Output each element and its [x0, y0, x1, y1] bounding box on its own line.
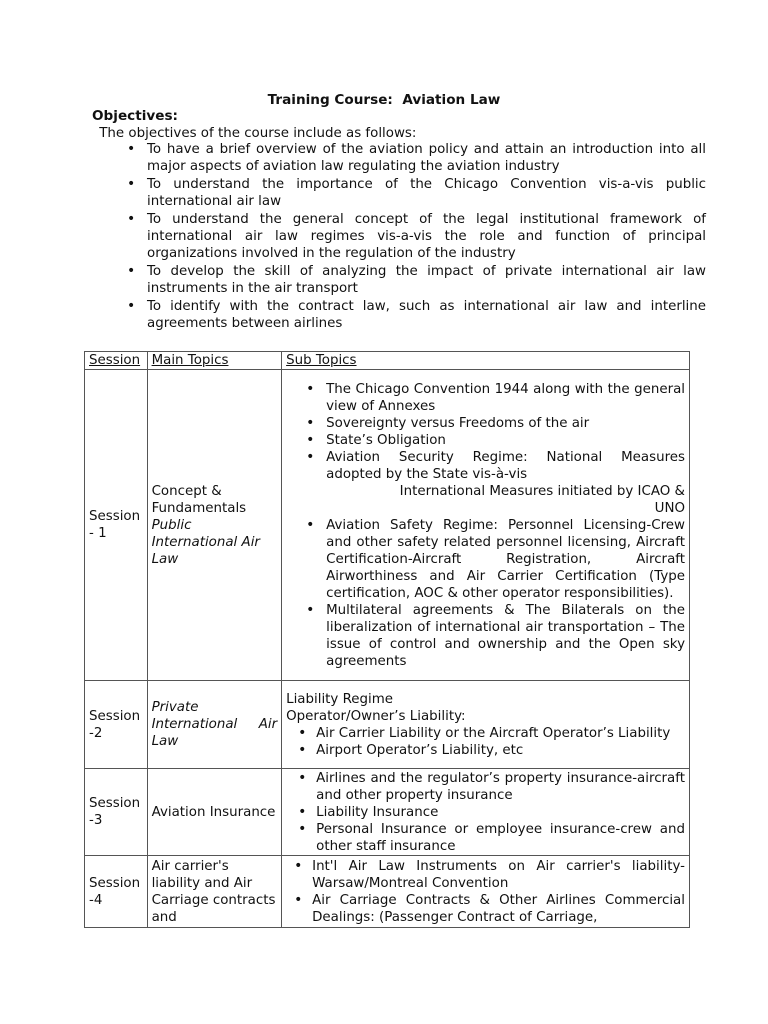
objectives-list — [118, 141, 706, 333]
table-row — [85, 856, 690, 928]
list-item: • Liability Insurance — [316, 804, 685, 821]
objective-item: • To understand the general concept of the legal institutional framework of international air law regimes vis-a-vis the role and function of principal organizations involved in the regulation of the industry — [147, 211, 706, 262]
header-session: Session — [85, 352, 148, 370]
list-item: • Aviation Security Regime: National Measures adopted by the State vis-à-vis International Measures initiated by ICAO & UNO — [326, 449, 685, 517]
session-cell: Session - 1 — [85, 370, 148, 681]
main-topic-cell: Air carrier's liability and Air Carriage contracts and — [147, 856, 282, 928]
objectives-heading: Objectives: — [92, 108, 178, 124]
header-sub-topics: Sub Topics — [282, 352, 690, 370]
sub-topics-cell — [282, 856, 690, 928]
sub-topics-list — [286, 858, 685, 926]
table-row — [85, 769, 690, 856]
list-item: • Sovereignty versus Freedoms of the air — [326, 415, 685, 432]
objective-item: • To understand the importance of the Chicago Convention vis-a-vis public international air law — [147, 176, 706, 210]
list-item: • Air Carrier Liability or the Aircraft Operator’s Liability — [316, 725, 685, 742]
list-item: • Multilateral agreements & The Bilaterals on the liberalization of international air transportation – The issue of control and ownership and the Open sky agreements — [326, 602, 685, 670]
header-main-topics: Main Topics — [147, 352, 282, 370]
main-topic-cell — [147, 370, 282, 681]
sub-topics-list — [286, 770, 685, 855]
main-topic-cell: Aviation Insurance — [147, 769, 282, 856]
list-item: • The Chicago Convention 1944 along with the general view of Annexes — [326, 381, 685, 415]
sub-topics-cell — [282, 681, 690, 769]
document-title: Training Course: Aviation Law — [267, 92, 501, 108]
main-topic-text: Concept & Fundamentals — [151, 483, 247, 516]
list-item: • Air Carriage Contracts & Other Airlines Commercial Dealings: (Passenger Contract of Carriage, — [312, 892, 685, 926]
list-item: • Personal Insurance or employee insurance-crew and other staff insurance — [316, 821, 685, 855]
sub-topics-list — [286, 381, 685, 670]
list-item: • Int'l Air Law Instruments on Air carrier's liability-Warsaw/Montreal Convention — [312, 858, 685, 892]
sub-topic-line: Operator/Owner’s Liability: — [286, 708, 466, 724]
main-topic-cell — [147, 681, 282, 769]
sub-topics-cell — [282, 370, 690, 681]
session-cell: Session -4 — [85, 856, 148, 928]
course-schedule-table — [84, 351, 690, 928]
security-continuation: International Measures initiated by ICAO & UNO — [399, 483, 685, 516]
session-cell: Session -2 — [85, 681, 148, 769]
session-cell: Session -3 — [85, 769, 148, 856]
objective-item: • To identify with the contract law, such as international air law and interline agreements between airlines — [147, 298, 706, 332]
sub-topic-line: Liability Regime — [286, 691, 394, 707]
objective-item: • To have a brief overview of the aviation policy and attain an introduction into all major aspects of aviation law regulating the aviation industry — [147, 141, 706, 175]
objective-item: • To develop the skill of analyzing the impact of private international air law instruments in the air transport — [147, 263, 706, 297]
main-topic-italic: Public International Air Law — [151, 517, 260, 567]
list-item: • State’s Obligation — [326, 432, 685, 449]
table-row — [85, 370, 690, 681]
list-item: • Airlines and the regulator’s property insurance-aircraft and other property insurance — [316, 770, 685, 804]
list-item: • Airport Operator’s Liability, etc — [316, 742, 685, 759]
sub-topics-cell — [282, 769, 690, 856]
sub-topics-list — [286, 725, 685, 759]
objectives-intro: The objectives of the course include as follows: — [95, 126, 417, 141]
table-header-row — [85, 352, 690, 370]
table-row — [85, 681, 690, 769]
main-topic-italic: Private International Air Law — [151, 700, 278, 749]
list-item: • Aviation Safety Regime: Personnel Licensing-Crew and other safety related personnel licensing, Aircraft Certification-Aircraft Registration, Aircraft Airworthiness and Air Carrier Certification (Type certification, AOC & other operator responsibilities). — [326, 517, 685, 602]
